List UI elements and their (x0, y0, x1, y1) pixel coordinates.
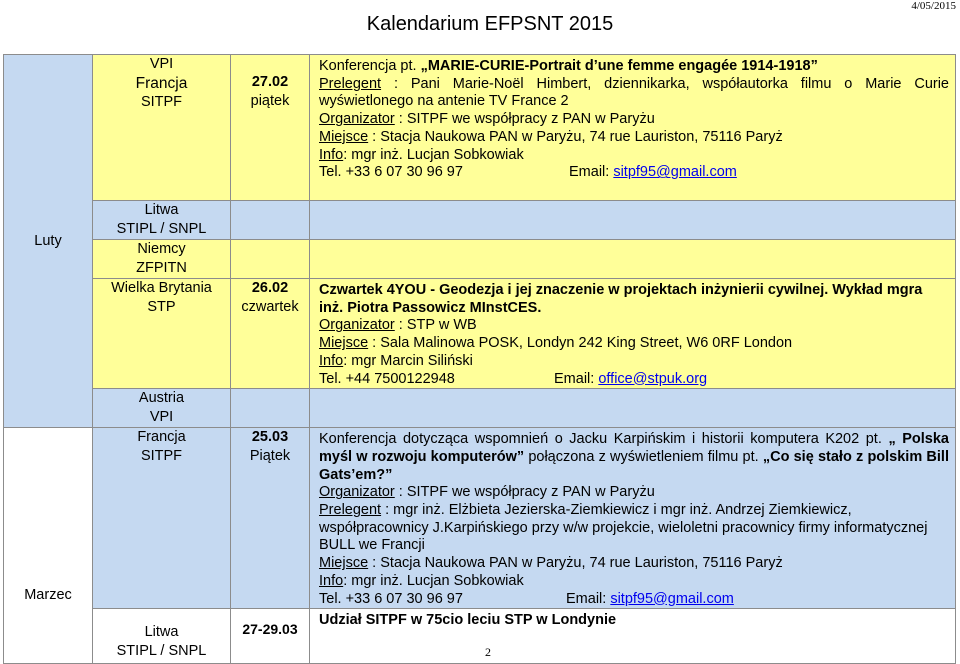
info-label: Info (319, 572, 344, 589)
org-label: STP (147, 299, 176, 315)
email-label: Email: (569, 164, 614, 181)
email-link[interactable]: office@stpuk.org (598, 370, 708, 387)
country-label: Austria (138, 390, 185, 407)
venue-label: Miejsce (319, 335, 369, 352)
info-label: Info (319, 352, 344, 369)
table-row (4, 201, 956, 240)
month-label: Marzec (24, 586, 72, 603)
prelegent-label: Prelegent (319, 502, 382, 519)
venue-text: : Sala Malinowa POSK, Londyn 242 King Street, W6 0RF London (368, 335, 793, 352)
event-description (310, 55, 956, 201)
phone-text: Tel. +33 6 07 30 96 97 (319, 164, 463, 181)
organizer-text: : SITPF we współpracy z PAN w Paryżu (394, 111, 655, 128)
event-description (310, 240, 956, 279)
date-cell (231, 279, 310, 389)
table-row (4, 240, 956, 279)
prelegent-text: : mgr inż. Elżbieta Jezierska-Ziemkiewicz i mgr inż. Andrzej Ziemkiewicz, współpracownicy J.Karpińskiego przy w/w projekcie, wieloletni pracownicy firmy informatycznej BULL we Francji (319, 502, 928, 554)
org-label: STIPL / SNPL (116, 643, 207, 660)
month-label: Luty (34, 233, 62, 250)
country-label: Francja (137, 429, 186, 446)
table-row (4, 428, 956, 609)
info-text: : mgr Marcin Siliński (343, 352, 473, 369)
document-date: 4/05/2015 (911, 0, 956, 12)
venue-label: Miejsce (319, 555, 369, 572)
event-day: Piątek (249, 448, 291, 465)
phone-text: Tel. +33 6 07 30 96 97 (319, 590, 463, 607)
organizer-label: Organizator (319, 317, 395, 334)
org-cell (93, 428, 231, 609)
info-text: : mgr inż. Lucjan Sobkowiak (343, 146, 524, 163)
org-cell (93, 55, 231, 201)
month-cell-marzec (4, 428, 93, 664)
phone-text: Tel. +44 7500122948 (319, 370, 455, 387)
info-text: : mgr inż. Lucjan Sobkowiak (343, 572, 524, 589)
info-label: Info (319, 146, 344, 163)
event-description (310, 279, 956, 389)
event-title: „MARIE-CURIE-Portrait d’une femme engagée 1914-1918” (420, 58, 818, 74)
org-label: VPI (149, 409, 174, 426)
date-cell (231, 428, 310, 609)
event-title: Czwartek 4YOU - Geodezja i jej znaczenie w projektach inżynierii cywilnej. Wykład mgra inż. Piotra Passowicz MInstCES. (319, 282, 923, 316)
event-subtitle: połączona z wyświetleniem filmu pt. (524, 448, 763, 465)
organizer-text: : STP w WB (394, 317, 477, 334)
email-label: Email: (566, 590, 611, 607)
country-label: Niemcy (137, 241, 186, 257)
calendar-table (3, 54, 956, 664)
page-number: 2 (485, 645, 491, 659)
event-day: czwartek (241, 299, 299, 315)
country-label: VPI (149, 56, 174, 72)
org-label: ZFPITN (136, 260, 187, 276)
document-title: Kalendarium EFPSNT 2015 (366, 13, 614, 35)
email-link[interactable]: sitpf95@gmail.com (610, 590, 734, 607)
date-cell (231, 389, 310, 428)
org-cell (93, 389, 231, 428)
film-title: „Co się stało z polskim Bill Gats’em?” (319, 448, 949, 483)
event-day: piątek (250, 93, 290, 109)
org-label: STIPL / SNPL (116, 221, 207, 237)
event-type: Konferencja dotycząca wspomnień o Jacku Karpińskim i historii komputera K202 pt. (319, 431, 889, 448)
email-label: Email: (554, 370, 599, 387)
country-label: Wielka Brytania (111, 280, 212, 296)
venue-text: : Stacja Naukowa PAN w Paryżu, 74 rue Lauriston, 75116 Paryż (368, 555, 783, 572)
country-label: Litwa (144, 624, 179, 641)
venue-label: Miejsce (319, 128, 369, 145)
email-link[interactable]: sitpf95@gmail.com (613, 164, 737, 181)
month-cell-luty (4, 55, 93, 428)
event-date: 27.02 (251, 74, 289, 90)
country-label: Francja (135, 75, 188, 92)
org-label: SITPF (140, 448, 183, 465)
org-label: SITPF (140, 94, 183, 110)
event-title: Udział SITPF w 75cio leciu STP w Londynie (319, 612, 617, 629)
event-description (310, 389, 956, 428)
org-cell (93, 201, 231, 240)
event-type: Konferencja pt. (319, 58, 421, 74)
date-cell (231, 201, 310, 240)
org-cell (93, 279, 231, 389)
event-description (310, 201, 956, 240)
country-label: Litwa (144, 202, 179, 218)
prelegent-text: : Pani Marie-Noël Himbert, dziennikarka, współautorka filmu o Marie Curie wyświetlonego na antenie TV France 2 (319, 75, 949, 110)
event-description (310, 428, 956, 609)
venue-text: : Stacja Naukowa PAN w Paryżu, 74 rue Lauriston, 75116 Paryż (368, 128, 783, 145)
org-cell (93, 240, 231, 279)
event-title: „ Polska myśl w rozwoju komputerów” (319, 431, 949, 465)
event-date: 27-29.03 (242, 621, 298, 638)
organizer-label: Organizator (319, 484, 395, 501)
organizer-label: Organizator (319, 111, 395, 128)
table-row (4, 389, 956, 428)
date-cell (231, 55, 310, 201)
table-row (4, 279, 956, 389)
table-row (4, 55, 956, 201)
event-date: 25.03 (251, 429, 289, 446)
date-cell (231, 240, 310, 279)
event-date: 26.02 (251, 280, 289, 296)
prelegent-label: Prelegent (319, 75, 382, 92)
organizer-text: : SITPF we współpracy z PAN w Paryżu (394, 484, 655, 501)
